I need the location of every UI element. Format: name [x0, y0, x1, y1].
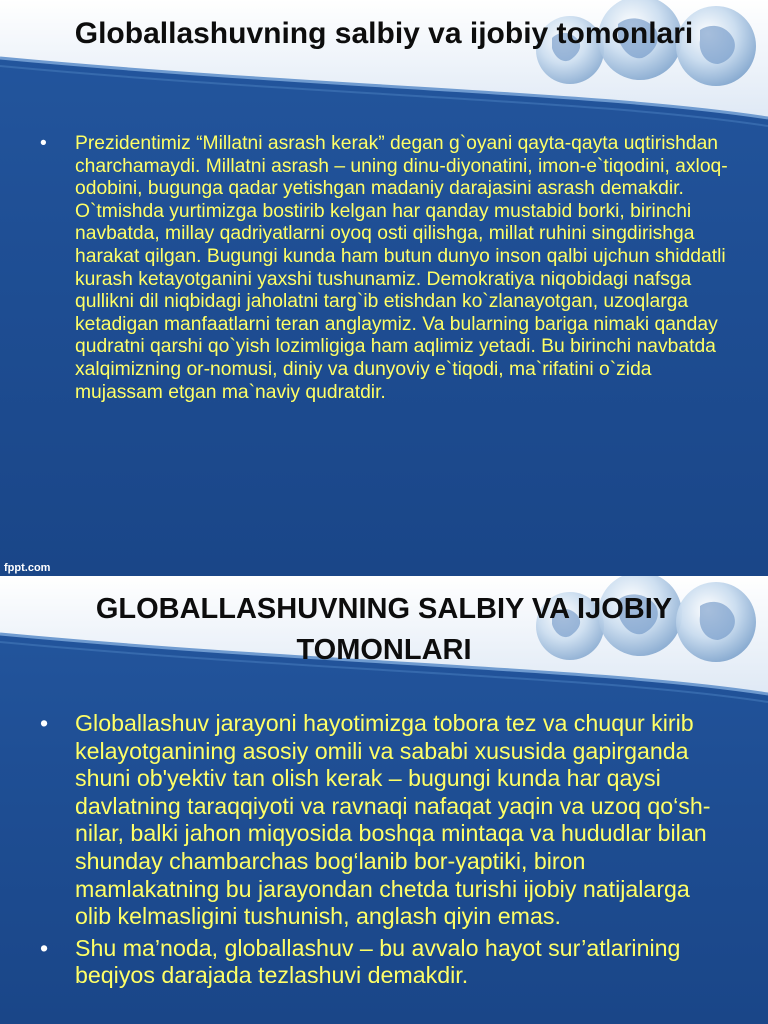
- watermark: fppt.com: [4, 562, 51, 574]
- bullet-text: Shu ma’noda, globallashuv – bu avvalo hayot sur’atlarining beqiyos darajada tezlashuvi demakdir.: [75, 934, 681, 989]
- bullet-marker: •: [40, 133, 47, 154]
- slide-2: [0, 576, 768, 1024]
- list-item: [40, 133, 730, 404]
- bullet-marker: •: [40, 710, 49, 736]
- bullet-marker: •: [40, 934, 49, 961]
- list-item: [40, 710, 730, 931]
- bullet-text: Globallashuv jarayoni hayotimizga tobora tez va chuqur kirib kelayotganining asosiy omili va sababi xususida gapirganda shuni ob'yektiv tan olish kerak – bugungi kunda har qaysi davlatning taraqqiyoti va ravnaqi nafaqat yaqin va uzoq qo‘sh-nilar, balki jahon miqyosida boshqa mintaqa va hududlar bilan shunday chambarchas bog‘lanib bor-yaptiki, biron mamlakatning bu jarayondan chetda turishi ijobiy natijalarga olib kelmasligini tushunish, anglash qiyin emas.: [75, 710, 711, 930]
- list-item: [40, 935, 730, 990]
- slide-1-title: Globallashuvning salbiy va ijobiy tomonlari: [74, 17, 694, 50]
- bullet-text: Prezidentimiz “Millatni asrash kerak” degan g`oyani qayta-qayta uqtirishdan charchamaydi. Millatni asrash – uning dinu-diyonatini, imon-e`tiqodini, axloq-odobini, bugunga qadar yetishgan madaniy darajasini asrash demakdir. O`tmishda yurtimizga bostirib kelgan har qanday mustabid borki, birinchi navbatda, millay qadriyatlarni oyoq osti qilishga, millat ruhini singdirishga harakat qilgan. Bugungi kunda ham butun dunyo inson qalbi ujchun shiddatli kurash ketayotganini yaxshi tushunamiz. Demokratiya niqobidagi nafsga qullikni dil niqbidagi jaholatni targ`ib etishdan ko`zlanayotgan, uzoqlarga ketadigan manfaatlarni teran anglaymiz. Va bularning bariga nimaki qanday qudratni qarshi qo`yish lozimligiga ham aqlimiz yetadi. Bu birinchi navbatda xalqimizning or-nomusi, diniy va dunyoviy e`tiqodi, ma`rifatini o`zida mujassam etgan ma`naviy qudratdir.: [75, 133, 728, 403]
- slide-2-bullet-list: [40, 710, 730, 994]
- slide-1-bullet-list: [40, 133, 730, 408]
- slide-2-title: GLOBALLASHUVNING SALBIY VA IJOBIY TOMONLARI: [95, 593, 673, 666]
